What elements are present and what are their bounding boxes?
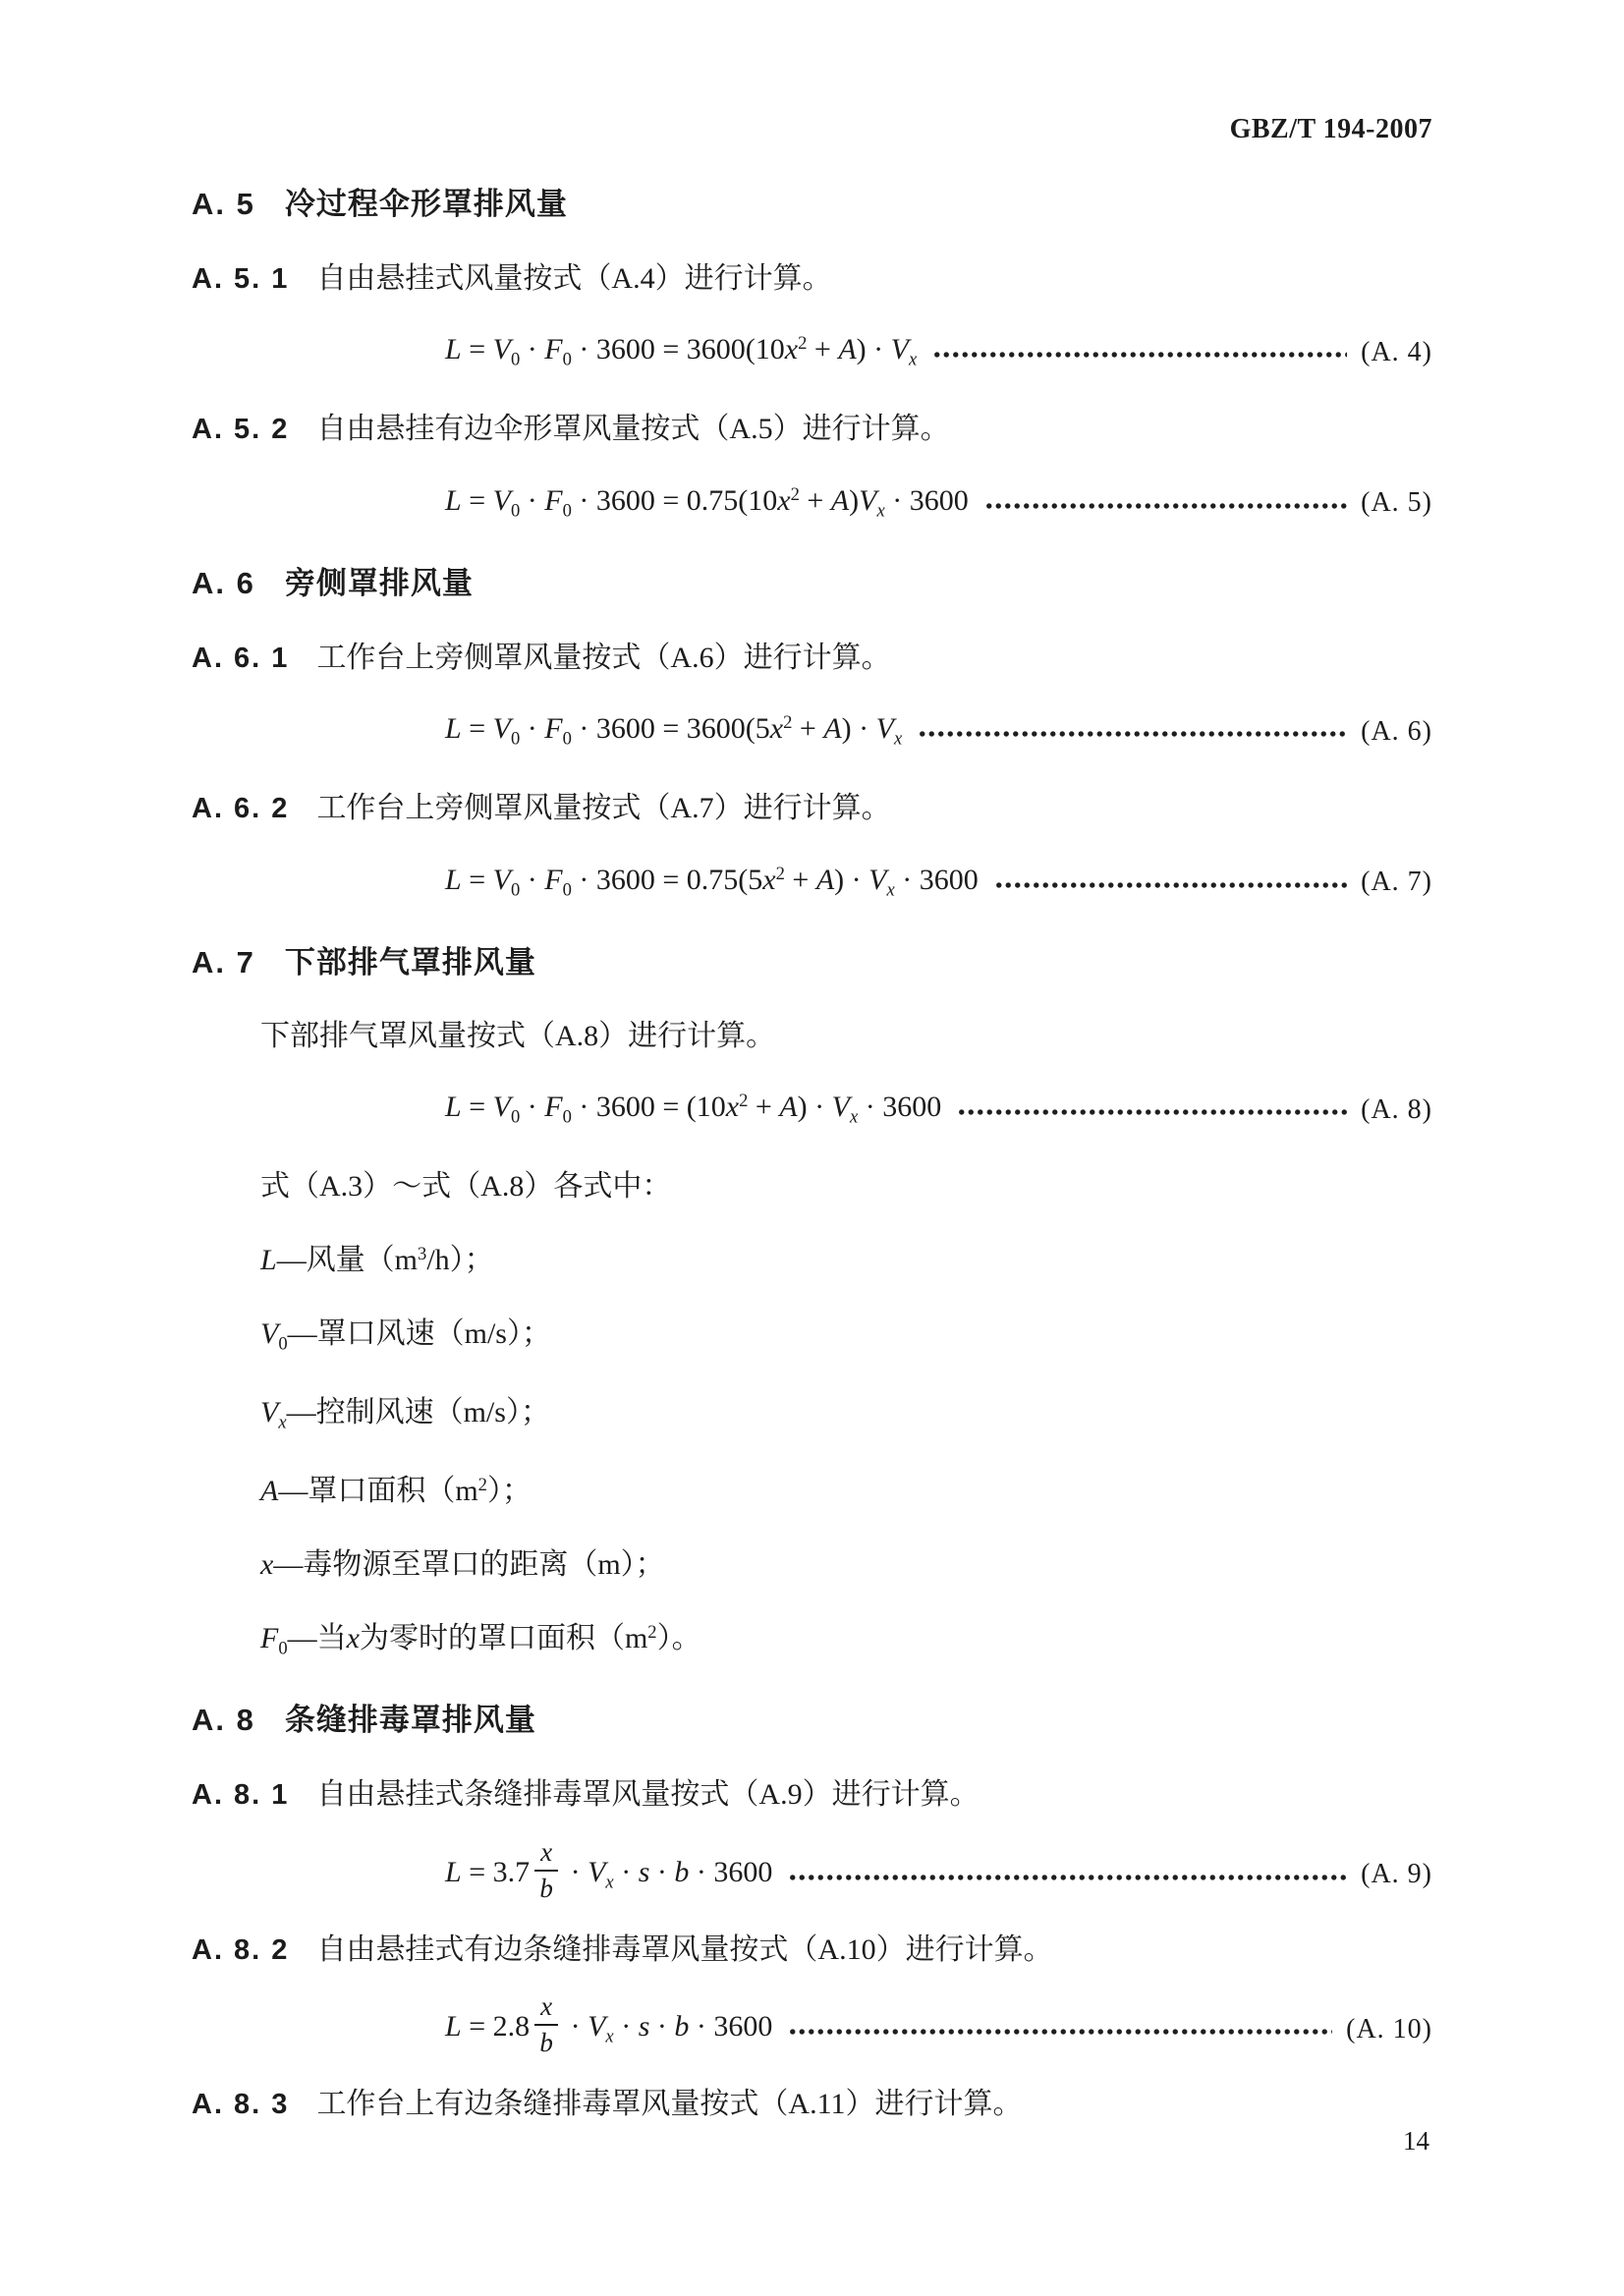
equation-row: [192, 711, 1432, 751]
formula-text: ·: [520, 333, 545, 366]
formula-text: V: [890, 333, 909, 366]
formula-text: =: [461, 1091, 493, 1124]
formula-text: F: [544, 864, 563, 897]
subscript: 0: [562, 500, 572, 522]
formula-text: F: [260, 1622, 279, 1655]
formula-text: · 3600: [689, 2010, 773, 2044]
formula-text: ·: [520, 864, 545, 897]
definition-line: [192, 1244, 1432, 1276]
subscript: 0: [278, 1333, 288, 1355]
dot-leader: [957, 1106, 1347, 1118]
paragraph-text: 自由悬挂式有边条缝排毒罩风量按式（A.10）进行计算。: [316, 1932, 1053, 1966]
equation-formula: [445, 1991, 773, 2060]
equation-row: [192, 1991, 1432, 2060]
equation-label: (A. 7): [1361, 867, 1432, 898]
equation-label: (A. 4): [1361, 336, 1432, 367]
formula-text: A: [779, 1091, 798, 1124]
section-number: A. 6: [192, 565, 255, 600]
section-title: 条缝排毒罩排风量: [284, 1703, 536, 1738]
formula-text: A: [260, 1475, 279, 1508]
superscript: 2: [647, 1621, 657, 1643]
paragraph: [192, 1778, 1432, 1812]
fraction-numerator: x: [534, 1839, 558, 1872]
formula-text: x: [762, 864, 776, 897]
paragraph-number: A. 6. 2: [192, 793, 290, 825]
formula-text: = 3.7: [461, 1855, 531, 1888]
formula-text: —罩口面积（m: [278, 1475, 478, 1508]
definition-line: [192, 1622, 1432, 1659]
section-heading: [192, 189, 1432, 221]
section-number: A. 5: [192, 187, 255, 221]
formula-text: V: [831, 1091, 850, 1124]
formula-text: ·: [613, 1855, 639, 1888]
formula-text: V: [492, 712, 511, 746]
formula-text: —当: [287, 1622, 347, 1655]
formula-text: x: [769, 712, 784, 746]
formula-text: L: [445, 864, 462, 897]
formula-text: s: [638, 1855, 650, 1888]
formula-text: b: [674, 1855, 690, 1888]
section-heading: [192, 1705, 1432, 1737]
formula-text: V: [260, 1317, 279, 1351]
formula-text: · 3600 = 3600(5: [571, 712, 770, 746]
formula-text: =: [461, 484, 493, 518]
formula-text: s: [638, 2010, 650, 2044]
subscript: x: [886, 879, 895, 901]
superscript: 2: [790, 483, 800, 505]
formula-text: ·: [563, 1855, 588, 1888]
dot-leader: [932, 349, 1347, 361]
fraction-numerator: x: [534, 1993, 558, 2026]
paragraph-number: A. 5. 2: [192, 414, 290, 446]
paragraph-text: 工作台上旁侧罩风量按式（A.7）进行计算。: [316, 792, 891, 825]
formula-text: L: [445, 2010, 462, 2044]
subscript: x: [278, 1412, 287, 1433]
subscript: 0: [562, 349, 572, 370]
section-title: 旁侧罩排风量: [284, 565, 474, 600]
subscript: x: [908, 349, 918, 370]
section-heading: [192, 565, 1432, 600]
formula-text: · 3600 = (10: [571, 1091, 726, 1124]
subscript: 0: [562, 1106, 572, 1128]
formula-text: · 3600 = 0.75(5: [571, 864, 763, 897]
paragraph-number: A. 8. 2: [192, 1933, 290, 1966]
formula-text: b: [674, 2010, 690, 2044]
formula-text: L: [445, 1091, 462, 1124]
subscript: 0: [510, 879, 521, 901]
dot-leader: [994, 879, 1347, 891]
formula-text: ) ·: [797, 1091, 832, 1124]
document-header: [192, 116, 1432, 143]
formula-text: x: [260, 1548, 274, 1582]
paragraph: [192, 1020, 1432, 1052]
formula-text: F: [544, 333, 563, 366]
subscript: 0: [510, 728, 521, 750]
formula-text: V: [492, 864, 511, 897]
paragraph-number: A. 6. 1: [192, 642, 290, 674]
formula-text: =: [461, 333, 493, 366]
subscript: 0: [510, 349, 521, 370]
formula-text: ) ·: [834, 864, 869, 897]
paragraph: [192, 2088, 1432, 2121]
formula-text: · 3600: [884, 484, 969, 518]
formula-text: +: [792, 712, 824, 746]
paragraph-text: 自由悬挂式风量按式（A.4）进行计算。: [316, 261, 832, 295]
subscript: x: [893, 728, 903, 750]
formula-text: x: [346, 1622, 360, 1655]
formula-text: +: [799, 484, 831, 518]
paragraph: [192, 413, 1432, 446]
equation-row: [192, 1836, 1432, 1906]
paragraph-text: 式（A.3）～式（A.8）各式中：: [260, 1170, 672, 1204]
paragraph-number: A. 8. 3: [192, 2089, 290, 2121]
equation-label: (A. 6): [1361, 715, 1432, 747]
formula-text: +: [784, 864, 816, 897]
section-title: 冷过程伞形罩排风量: [284, 187, 568, 221]
paragraph-text: 下部排气罩风量按式（A.8）进行计算。: [260, 1020, 776, 1053]
formula-text: x: [725, 1091, 740, 1124]
section-title: 下部排气罩排风量: [284, 944, 536, 980]
formula-text: ·: [613, 2010, 639, 2044]
formula-text: · 3600: [689, 1855, 773, 1888]
formula-text: L: [445, 484, 462, 518]
formula-text: A: [838, 333, 857, 366]
formula-text: V: [859, 484, 877, 518]
subscript: x: [605, 1871, 614, 1892]
equation-row: [192, 863, 1432, 902]
formula-text: ·: [520, 484, 545, 518]
paragraph: [192, 642, 1432, 675]
formula-text: V: [492, 333, 511, 366]
fraction: [534, 1836, 558, 1903]
paragraph-number: A. 8. 1: [192, 1778, 290, 1811]
formula-text: ）；: [486, 1475, 532, 1508]
definition-line: [192, 1548, 1432, 1581]
formula-text: L: [445, 712, 462, 746]
equation-label: (A. 5): [1361, 487, 1432, 519]
formula-text: L: [260, 1244, 277, 1277]
formula-text: L: [445, 333, 462, 366]
fraction: [534, 1993, 558, 2056]
formula-text: · 3600 = 0.75(10: [571, 484, 778, 518]
superscript: 2: [783, 712, 793, 734]
paragraph-text: 自由悬挂式条缝排毒罩风量按式（A.9）进行计算。: [316, 1777, 980, 1811]
subscript: 0: [510, 500, 521, 522]
subscript: 0: [562, 879, 572, 901]
superscript: 3: [418, 1244, 427, 1265]
paragraph-number: A. 5. 1: [192, 262, 290, 295]
definition-line: [192, 1396, 1432, 1433]
standard-number: GBZ/T 194-2007: [1229, 114, 1432, 144]
subscript: 0: [278, 1638, 288, 1659]
definition-line: [192, 1317, 1432, 1355]
formula-text: V: [492, 1091, 511, 1124]
formula-text: ）。: [656, 1622, 701, 1655]
equation-row: [192, 332, 1432, 371]
superscript: 2: [775, 863, 785, 884]
formula-text: ·: [649, 1855, 675, 1888]
formula-text: 为零时的罩口面积（m: [359, 1622, 648, 1655]
section-number: A. 8: [192, 1703, 255, 1738]
formula-text: F: [544, 484, 563, 518]
equation-label: (A. 8): [1361, 1093, 1432, 1125]
formula-text: F: [544, 1091, 563, 1124]
formula-text: ) ·: [841, 712, 876, 746]
formula-text: x: [784, 333, 799, 366]
paragraph: [192, 1933, 1432, 1967]
formula-text: V: [875, 712, 894, 746]
formula-text: =: [461, 864, 493, 897]
formula-text: /h）；: [426, 1244, 494, 1277]
document-body: [192, 189, 1432, 2121]
section-heading: [192, 944, 1432, 980]
section-number: A. 7: [192, 944, 255, 980]
paragraph-text: 自由悬挂有边伞形罩风量按式（A.5）进行计算。: [316, 413, 950, 446]
equation-formula: [445, 332, 917, 371]
dot-leader: [918, 728, 1347, 740]
formula-text: A: [815, 864, 835, 897]
formula-text: V: [260, 1396, 279, 1429]
dot-leader: [788, 2026, 1332, 2038]
formula-text: ): [849, 484, 860, 518]
equation-formula: [445, 863, 979, 902]
formula-text: A: [823, 712, 842, 746]
formula-text: —毒物源至罩口的距离（m）；: [273, 1548, 665, 1582]
formula-text: V: [492, 484, 511, 518]
dot-leader: [984, 500, 1347, 512]
formula-text: +: [807, 333, 839, 366]
formula-text: V: [868, 864, 887, 897]
equation-formula: [445, 711, 902, 751]
equation-label: (A. 9): [1361, 1858, 1432, 1889]
superscript: 2: [739, 1091, 749, 1112]
formula-text: ·: [520, 712, 545, 746]
formula-text: V: [588, 1855, 606, 1888]
equation-row: [192, 1090, 1432, 1129]
formula-text: —罩口风速（m/s）；: [287, 1317, 551, 1351]
fraction-denominator: b: [539, 2028, 553, 2058]
formula-text: · 3600 = 3600(10: [571, 333, 785, 366]
formula-text: —风量（m: [276, 1244, 419, 1277]
formula-text: ·: [563, 2010, 588, 2044]
formula-text: =: [461, 712, 493, 746]
paragraph-text: 工作台上有边条缝排毒罩风量按式（A.11）进行计算。: [316, 2088, 1023, 2121]
paragraph-text: 工作台上旁侧罩风量按式（A.6）进行计算。: [316, 641, 891, 674]
formula-text: +: [748, 1091, 780, 1124]
equation-formula: [445, 1090, 941, 1129]
page-number: 14: [1403, 2126, 1429, 2156]
dot-leader: [788, 1872, 1347, 1883]
formula-text: L: [445, 1855, 462, 1888]
equation-formula: [445, 1836, 773, 1906]
fraction-denominator: b: [539, 1873, 553, 1903]
paragraph: [192, 792, 1432, 825]
formula-text: —控制风速（m/s）；: [286, 1396, 550, 1429]
superscript: 2: [798, 333, 808, 355]
formula-text: A: [830, 484, 850, 518]
equation-row: [192, 483, 1432, 523]
formula-text: · 3600: [894, 864, 979, 897]
formula-text: ·: [520, 1091, 545, 1124]
subscript: x: [605, 2026, 614, 2047]
formula-text: ) ·: [856, 333, 891, 366]
definition-line: [192, 1475, 1432, 1507]
formula-text: = 2.8: [461, 2010, 531, 2044]
equation-formula: [445, 483, 969, 523]
paragraph: [192, 1170, 1432, 1203]
paragraph: [192, 262, 1432, 296]
subscript: x: [876, 500, 885, 522]
subscript: 0: [562, 728, 572, 750]
formula-text: F: [544, 712, 563, 746]
superscript: 2: [477, 1474, 487, 1495]
formula-text: x: [777, 484, 791, 518]
formula-text: V: [588, 2010, 606, 2044]
equation-label: (A. 10): [1346, 2013, 1432, 2044]
subscript: x: [849, 1106, 859, 1128]
subscript: 0: [510, 1106, 521, 1128]
formula-text: · 3600: [858, 1091, 942, 1124]
formula-text: ·: [649, 2010, 675, 2044]
